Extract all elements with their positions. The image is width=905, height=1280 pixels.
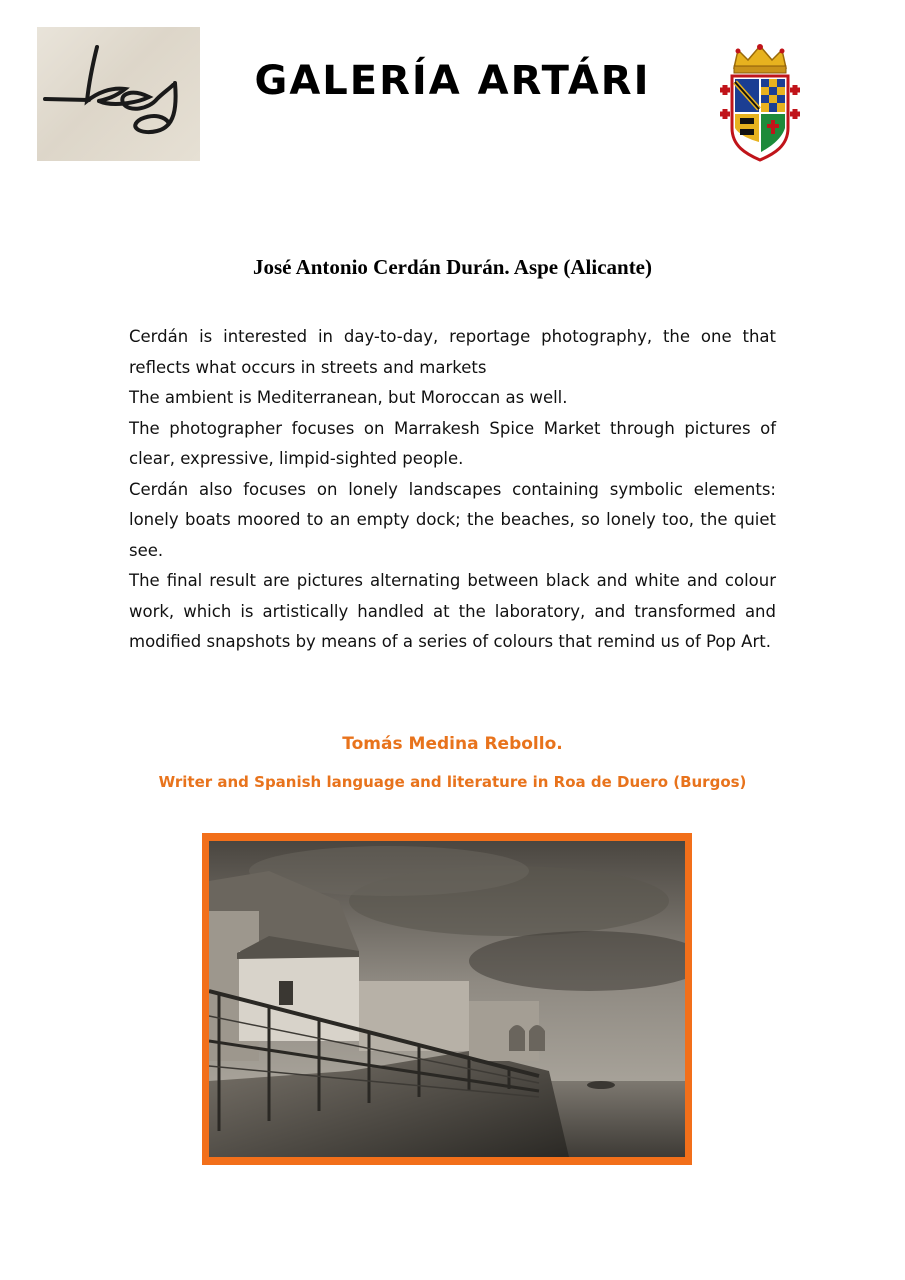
- crest-icon: [716, 42, 804, 166]
- coastal-photo-image: [209, 841, 685, 1157]
- article-paragraph: The ambient is Mediterranean, but Moroccan as well.: [129, 388, 568, 407]
- article-paragraph: The final result are pictures alternating between black and white and colour work, which is artistically handled at the laboratory, and transformed and modified snapshots by means of a series of colours that remind us of Pop Art.: [129, 571, 776, 651]
- signature-logo: [37, 27, 200, 161]
- gallery-title: GALERÍA ARTÁRI: [254, 58, 651, 104]
- coat-of-arms-crest: [716, 42, 804, 166]
- author-role: Writer and Spanish language and literature in Roa de Duero (Burgos): [158, 773, 747, 791]
- article-paragraph: The photographer focuses on Marrakesh Spice Market through pictures of clear, expressive, limpid-sighted people.: [129, 418, 776, 468]
- artist-heading: José Antonio Cerdán Durán. Aspe (Alicante): [252, 255, 652, 279]
- article-paragraph: Cerdán is interested in day-to-day, reportage photography, the one that reflects what occurs in streets and markets: [129, 327, 776, 377]
- author-name: Tomás Medina Rebollo.: [342, 734, 563, 754]
- article-paragraph: Cerdán also focuses on lonely landscapes containing symbolic elements: lonely boats moored to an empty dock; the beaches, so lonely too, the quiet see.: [129, 479, 776, 560]
- signature-logo-icon: [37, 27, 200, 161]
- article-body: [129, 322, 776, 658]
- photo-frame: [202, 833, 692, 1165]
